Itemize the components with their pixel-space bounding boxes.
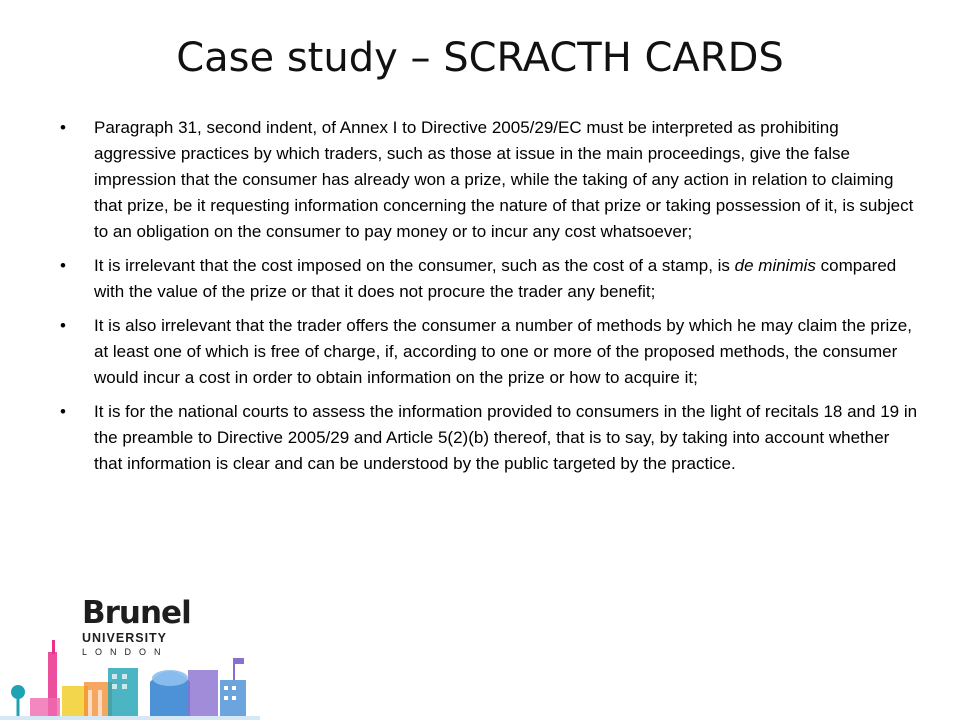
bullet-text: It is for the national courts to assess the information provided to consumers in the light of recitals 18 and 19 in the preamble to Directive 2005/29 and Article 5(2)(b) thereof, that is to say, by taking into account whether that information is clear and can be understood by the public targeted by the practice. <box>94 402 918 473</box>
bullet-item <box>58 313 918 391</box>
skyline-illustration <box>0 620 260 720</box>
bullet-item <box>58 253 918 305</box>
logo-university: UNIVERSITY <box>82 631 168 645</box>
bullet-text-tail: compared with the value of the prize or that it does not procure the trader any benefit; <box>94 256 897 301</box>
bullet-emphasis: de minimis <box>734 256 816 275</box>
bullet-icon: • <box>60 316 66 335</box>
bullet-icon: • <box>60 256 66 275</box>
bullet-icon: • <box>60 118 66 137</box>
bullet-text: It is also irrelevant that the trader offers the consumer a number of methods by which he may claim the prize, at least one of which is free of charge, if, according to one or more of the proposed methods, the consumer would incur a cost in order to obtain information on the prize or how to acquire it; <box>94 316 912 387</box>
slide-title: Case study – SCRACTH CARDS <box>176 35 784 81</box>
bullet-text: Paragraph 31, second indent, of Annex I to Directive 2005/29/EC must be interpreted as prohibiting aggressive practices by which traders, such as those at issue in the main proceedings, give the false impression that the consumer has already won a prize, while the taking of any action in relation to claiming that prize, be it requesting information concerning the nature of that prize or taking possession of it, is subject to an obligation on the consumer to pay money or to incur any cost whatsoever; <box>94 118 914 241</box>
bullet-list <box>58 115 918 485</box>
bullet-item <box>58 399 918 477</box>
bullet-text: It is irrelevant that the cost imposed on the consumer, such as the cost of a stamp, is <box>94 256 735 275</box>
logo-brand: Brunel <box>82 595 191 631</box>
bullet-item <box>58 115 918 245</box>
logo-city: LONDON <box>82 647 169 657</box>
bullet-icon: • <box>60 402 66 421</box>
